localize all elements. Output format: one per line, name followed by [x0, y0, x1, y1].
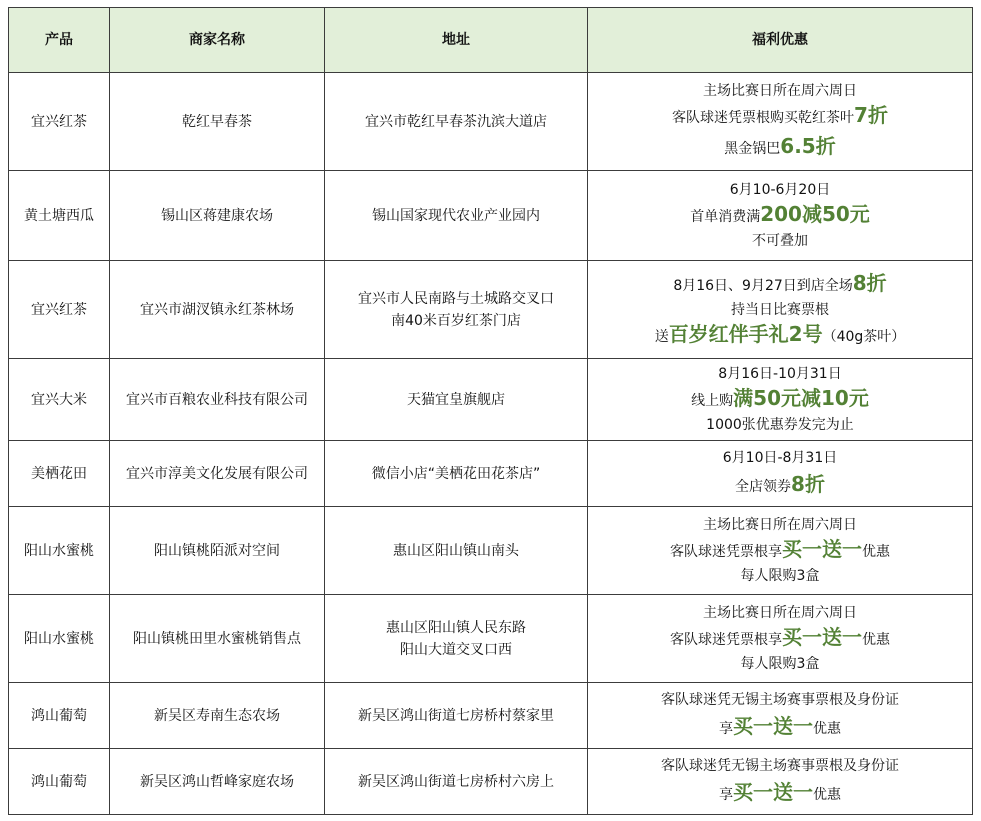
header-product: 产品 — [9, 8, 110, 73]
table-row — [9, 507, 973, 595]
benefit-line — [592, 712, 968, 743]
benefit-text: 线上购 — [691, 393, 734, 409]
benefit-line — [592, 81, 968, 101]
promotion-table — [8, 7, 973, 815]
cell-product: 鸿山葡萄 — [9, 683, 110, 749]
cell-address — [325, 171, 588, 261]
cell-merchant: 宜兴市湖汊镇永红茶林场 — [110, 261, 325, 359]
cell-merchant: 宜兴市百粮农业科技有限公司 — [110, 359, 325, 441]
table-row — [9, 261, 973, 359]
cell-address — [325, 73, 588, 171]
table-row — [9, 749, 973, 815]
benefit-text: 持当日比赛票根 — [731, 301, 829, 318]
table-row — [9, 595, 973, 683]
benefit-line — [592, 778, 968, 809]
benefit-line — [592, 470, 968, 501]
cell-address — [325, 683, 588, 749]
benefit-line — [592, 446, 968, 470]
address-line: 新吴区鸿山街道七房桥村蔡家里 — [358, 707, 554, 724]
address-line: 惠山区阳山镇人民东路 — [386, 619, 526, 636]
header-benefit: 福利优惠 — [588, 8, 973, 73]
cell-address — [325, 507, 588, 595]
benefit-line — [592, 515, 968, 535]
cell-merchant: 锡山区蒋建康农场 — [110, 171, 325, 261]
address-line: 宜兴市人民南路与土城路交叉口 — [358, 290, 554, 307]
benefit-highlight: 6.5折 — [780, 133, 836, 158]
address-line: 南40米百岁红茶门店 — [391, 312, 521, 329]
benefit-line — [592, 269, 968, 300]
benefit-text: 客队球迷凭票根购买乾红茶叶 — [672, 109, 855, 126]
benefit-highlight: 买一送一 — [733, 714, 813, 738]
cell-product: 美栖花田 — [9, 441, 110, 507]
benefit-line — [592, 364, 968, 384]
benefit-text: 8月16日、9月27日到店全场 — [673, 277, 853, 294]
benefit-text: 享 — [719, 721, 733, 737]
cell-product: 阳山水蜜桃 — [9, 507, 110, 595]
benefit-highlight: 买一送一 — [782, 625, 862, 649]
benefit-text: 客队球迷凭票根享 — [670, 632, 782, 648]
benefit-highlight: 买一送一 — [782, 537, 862, 561]
benefit-text: 每人限购3盒 — [740, 656, 820, 672]
benefit-text: 客队球迷凭票根享 — [670, 544, 782, 560]
benefit-text: 首单消费满 — [690, 209, 761, 225]
benefit-text: 优惠 — [862, 632, 890, 648]
benefit-highlight: 满50元减10元 — [733, 386, 869, 410]
header-address: 地址 — [325, 8, 588, 73]
address-line: 锡山国家现代农业产业园内 — [372, 207, 540, 224]
benefit-text: 优惠 — [862, 544, 890, 560]
cell-address — [325, 359, 588, 441]
benefit-highlight: 200减50元 — [760, 202, 870, 226]
benefit-line — [592, 200, 968, 231]
benefit-text: 全店领券 — [735, 479, 792, 495]
benefit-line — [592, 320, 968, 351]
benefit-highlight: 百岁红伴手礼2号 — [668, 321, 823, 346]
benefit-text: 主场比赛日所在周六周日 — [703, 517, 857, 533]
benefit-highlight: 8折 — [791, 472, 825, 496]
address-line: 惠山区阳山镇山南头 — [393, 542, 519, 559]
table-row — [9, 441, 973, 507]
table-body — [9, 73, 973, 815]
table-row — [9, 73, 973, 171]
cell-benefit — [588, 359, 973, 441]
cell-benefit — [588, 595, 973, 683]
benefit-text: 主场比赛日所在周六周日 — [703, 82, 857, 99]
benefit-line — [592, 231, 968, 251]
cell-benefit — [588, 683, 973, 749]
address-line: 微信小店“美栖花田花茶店” — [371, 465, 541, 482]
cell-product: 宜兴大米 — [9, 359, 110, 441]
cell-address — [325, 595, 588, 683]
address-line: 宜兴市乾红早春茶氿滨大道店 — [365, 113, 547, 130]
benefit-highlight: 8折 — [852, 270, 887, 295]
benefit-text: 享 — [719, 787, 733, 803]
cell-product: 黄土塘西瓜 — [9, 171, 110, 261]
cell-merchant: 阳山镇桃田里水蜜桃销售点 — [110, 595, 325, 683]
benefit-text: 每人限购3盒 — [740, 568, 820, 584]
benefit-line — [592, 754, 968, 778]
benefit-line — [592, 688, 968, 712]
cell-merchant: 新吴区鸿山哲峰家庭农场 — [110, 749, 325, 815]
benefit-text: 优惠 — [813, 787, 841, 803]
benefit-text: 6月10-6月20日 — [729, 182, 831, 198]
benefit-text: 优惠 — [813, 721, 841, 737]
address-line: 天猫宜皇旗舰店 — [407, 391, 505, 408]
benefit-highlight: 7折 — [854, 102, 888, 127]
cell-merchant: 新吴区寿南生态农场 — [110, 683, 325, 749]
benefit-text: 送 — [654, 328, 669, 345]
benefit-line — [592, 603, 968, 623]
benefit-line — [592, 535, 968, 566]
benefit-line — [592, 654, 968, 674]
benefit-text: 6月10日-8月31日 — [722, 450, 838, 466]
header-merchant: 商家名称 — [110, 8, 325, 73]
address-line: 新吴区鸿山街道七房桥村六房上 — [358, 773, 554, 790]
cell-merchant: 乾红早春茶 — [110, 73, 325, 171]
cell-benefit — [588, 507, 973, 595]
header-row — [9, 8, 973, 73]
benefit-text: 客队球迷凭无锡主场赛事票根及身份证 — [661, 692, 899, 708]
benefit-text: （40g茶叶） — [822, 328, 906, 345]
benefit-line — [592, 415, 968, 435]
address-line: 阳山大道交叉口西 — [400, 641, 512, 658]
benefit-line — [592, 101, 968, 132]
cell-product: 宜兴红茶 — [9, 73, 110, 171]
benefit-line — [592, 566, 968, 586]
benefit-text: 黑金锅巴 — [724, 140, 781, 157]
benefit-text: 客队球迷凭无锡主场赛事票根及身份证 — [661, 758, 899, 774]
cell-address — [325, 261, 588, 359]
table-row — [9, 171, 973, 261]
cell-product: 宜兴红茶 — [9, 261, 110, 359]
benefit-line — [592, 623, 968, 654]
table-row — [9, 359, 973, 441]
benefit-highlight: 买一送一 — [733, 780, 813, 804]
benefit-text: 不可叠加 — [752, 233, 808, 249]
cell-product: 阳山水蜜桃 — [9, 595, 110, 683]
cell-address — [325, 749, 588, 815]
benefit-line — [592, 132, 968, 163]
benefit-text: 主场比赛日所在周六周日 — [703, 605, 857, 621]
benefit-line — [592, 384, 968, 415]
cell-benefit — [588, 73, 973, 171]
benefit-line — [592, 300, 968, 320]
benefit-text: 8月16日-10月31日 — [718, 366, 842, 382]
cell-merchant: 宜兴市淳美文化发展有限公司 — [110, 441, 325, 507]
cell-benefit — [588, 171, 973, 261]
cell-merchant: 阳山镇桃陌派对空间 — [110, 507, 325, 595]
benefit-line — [592, 180, 968, 200]
cell-address — [325, 441, 588, 507]
cell-product: 鸿山葡萄 — [9, 749, 110, 815]
cell-benefit — [588, 261, 973, 359]
cell-benefit — [588, 749, 973, 815]
benefit-text: 1000张优惠券发完为止 — [706, 417, 854, 433]
cell-benefit — [588, 441, 973, 507]
table-row — [9, 683, 973, 749]
